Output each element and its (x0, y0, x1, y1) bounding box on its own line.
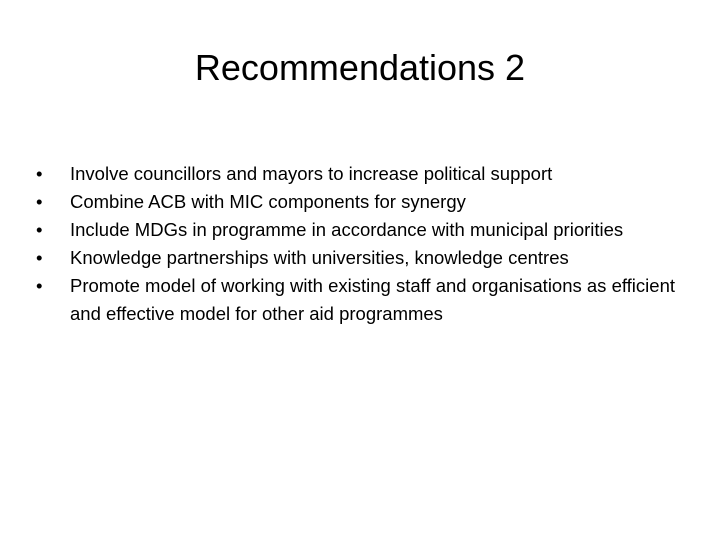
bullet-marker: • (36, 247, 43, 268)
bullet-list (36, 160, 684, 328)
bullet-text: Involve councillors and mayors to increase political support (70, 163, 553, 184)
list-item (36, 244, 684, 272)
bullet-text: Knowledge partnerships with universities, knowledge centres (70, 247, 569, 268)
bullet-marker: • (36, 163, 43, 184)
bullet-text: Combine ACB with MIC components for synergy (70, 191, 466, 212)
list-item (36, 216, 684, 244)
bullet-text: Include MDGs in programme in accordance with municipal priorities (70, 219, 624, 240)
bullet-text: Promote model of working with existing staff and organisations as efficient and effective model for other aid programmes (70, 275, 675, 324)
list-item (36, 188, 684, 216)
bullet-marker: • (36, 275, 43, 296)
slide-title: Recommendations 2 (194, 47, 526, 88)
bullet-marker: • (36, 219, 43, 240)
list-item (36, 160, 684, 188)
bullet-marker: • (36, 191, 43, 212)
list-item (36, 272, 684, 328)
